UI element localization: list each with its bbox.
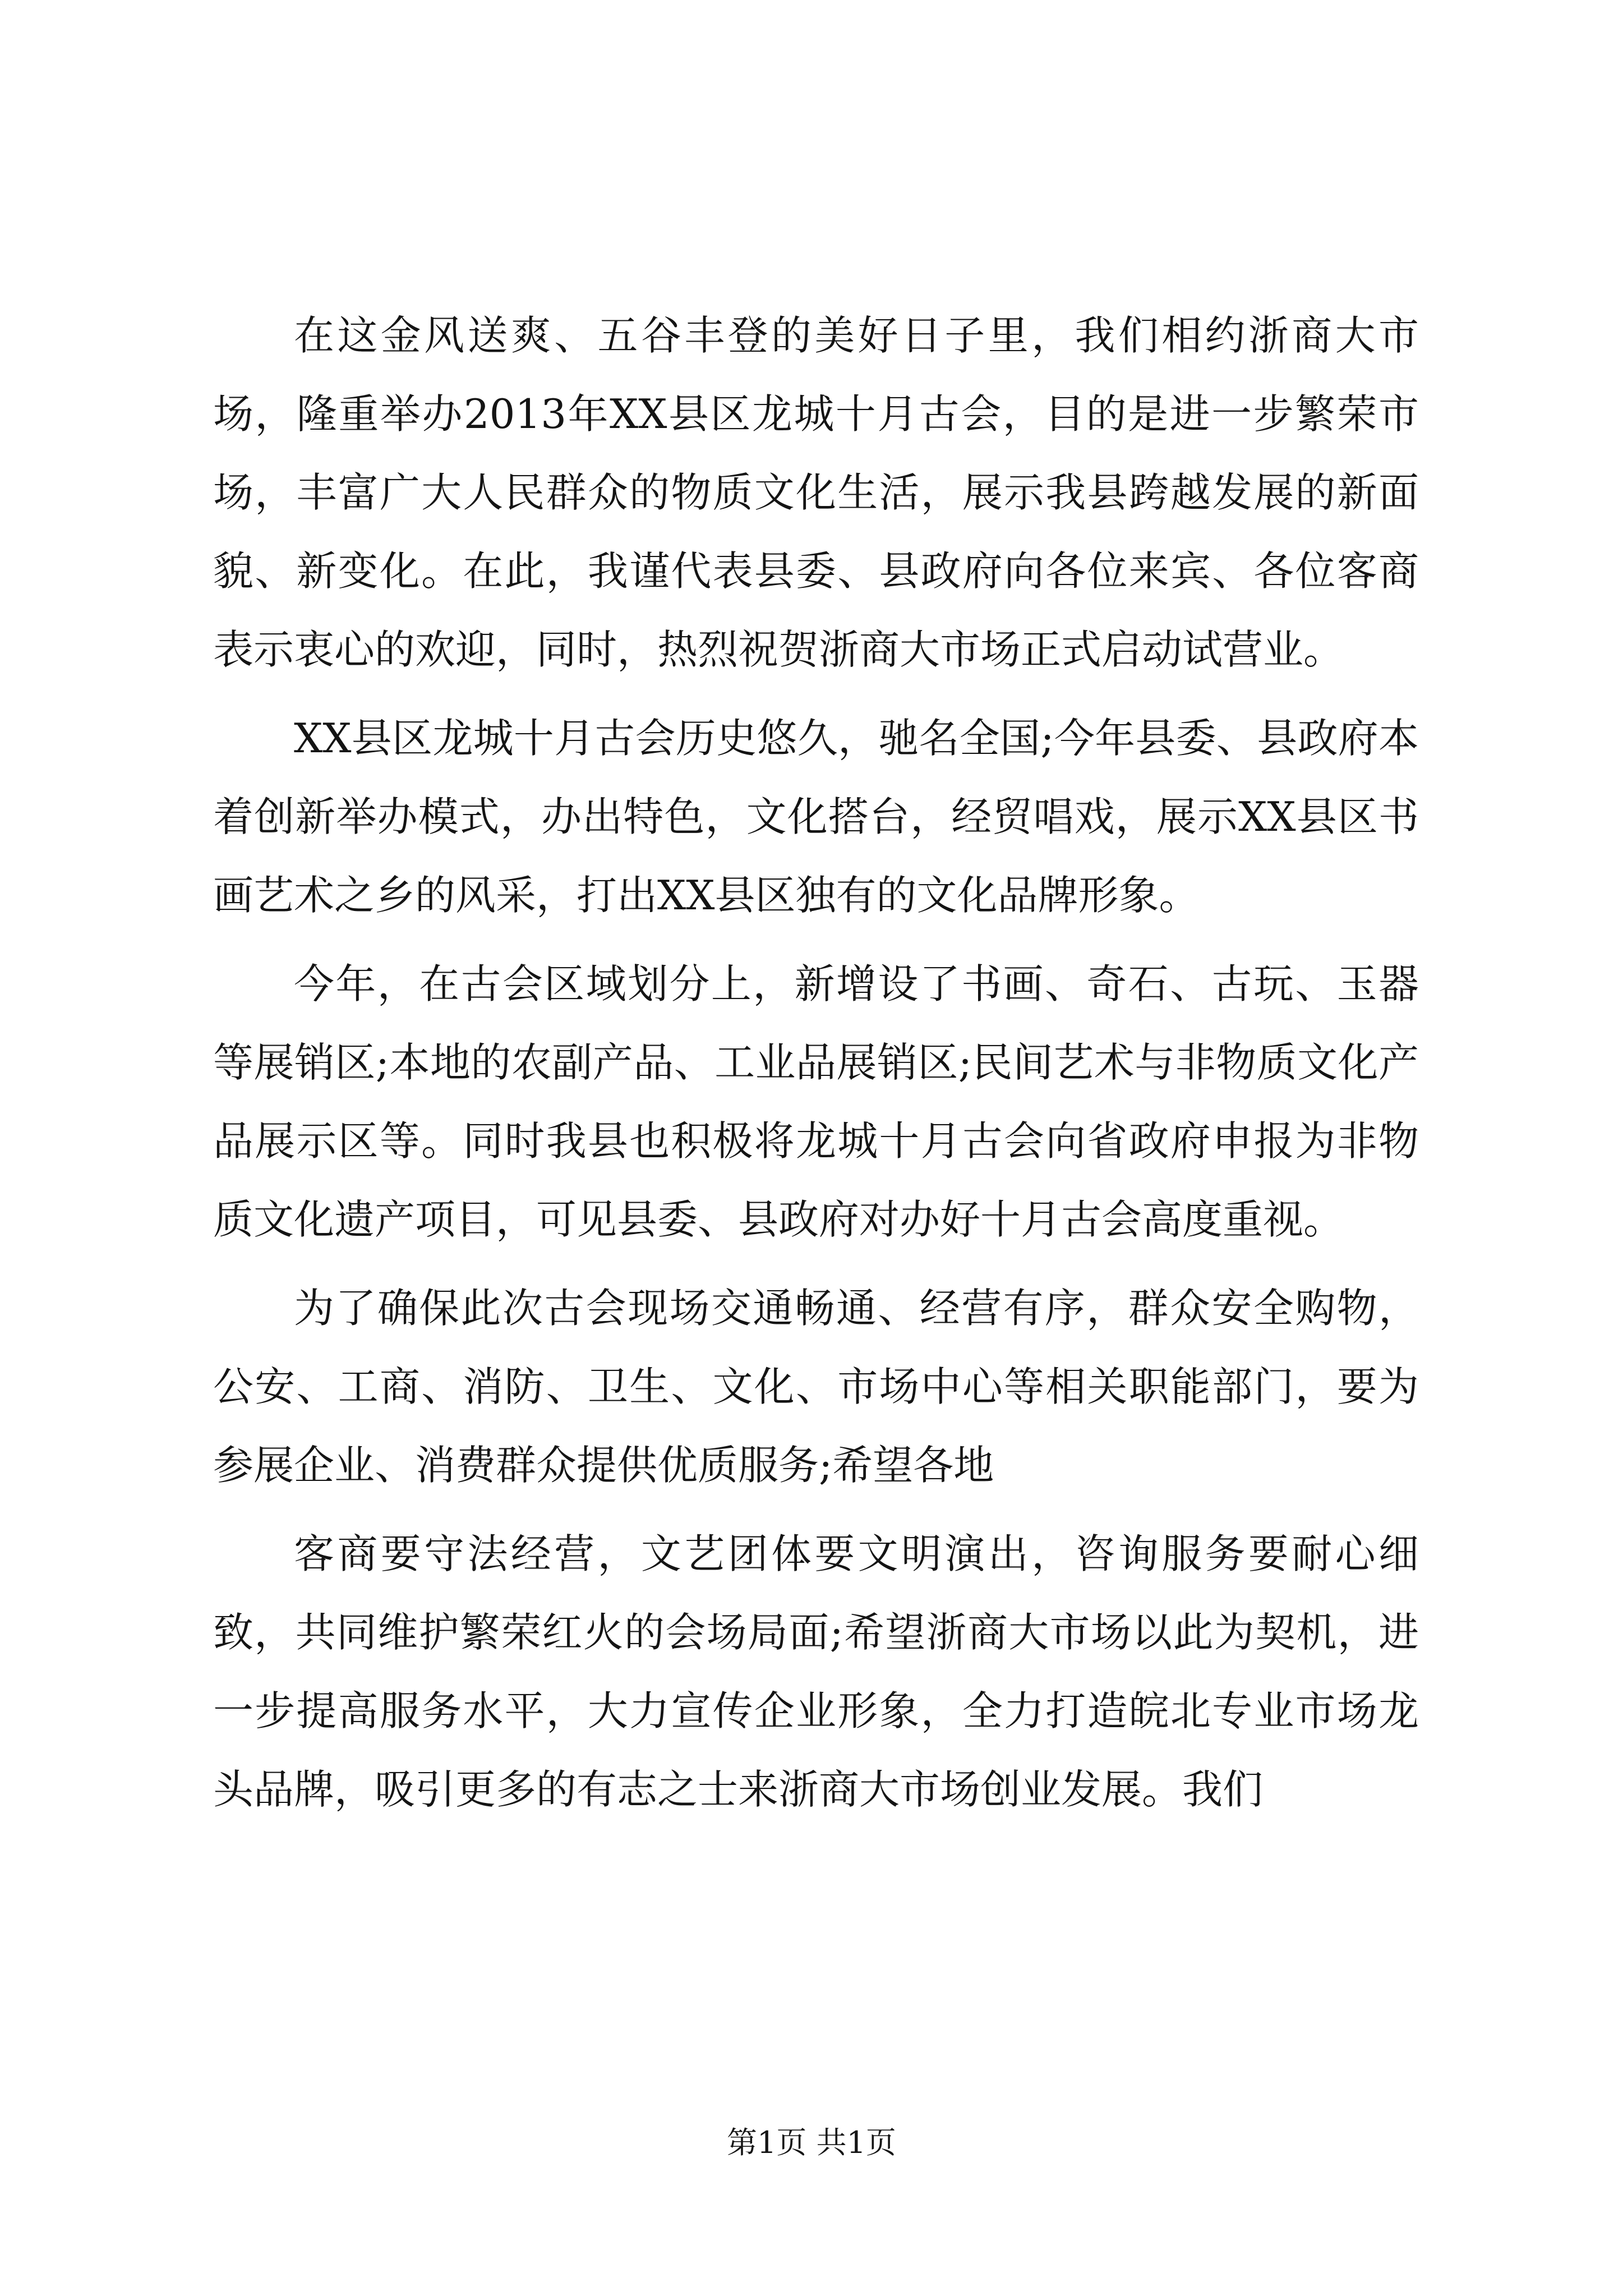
paragraph-1: 在这金风送爽、五谷丰登的美好日子里，我们相约浙商大市场，隆重举办2013年XX县区龙城十月古会，目的是进一步繁荣市场，丰富广大人民群众的物质文化生活，展示我县跨越发展的新面貌、新变化。在此，我谨代表县委、县政府向各位来宾、各位客商表示衷心的欢迎，同时，热烈祝贺浙商大市场正式启动试营业。	[213, 312, 1419, 673]
paragraph-3: 今年，在古会区域划分上，新增设了书画、奇石、古玩、玉器等展销区;本地的农副产品、工业品展销区;民间艺术与非物质文化产品展示区等。同时我县也积极将龙城十月古会向省政府申报为非物质文化遗产项目，可见县委、县政府对办好十月古会高度重视。	[213, 960, 1419, 1243]
page-number: 第1页 共1页	[727, 2125, 896, 2160]
paragraph-5: 客商要守法经营，文艺团体要文明演出，咨询服务要耐心细致，共同维护繁荣红火的会场局面;希望浙商大市场以此为契机，进一步提高服务水平，大力宣传企业形象，全力打造皖北专业市场龙头品牌，吸引更多的有志之士来浙商大市场创业发展。我们	[213, 1530, 1419, 1813]
paragraph-4: 为了确保此次古会现场交通畅通、经营有序，群众安全购物，公安、工商、消防、卫生、文化、市场中心等相关职能部门，要为参展企业、消费群众提供优质服务;希望各地	[213, 1285, 1419, 1489]
paragraph-2: XX县区龙城十月古会历史悠久，驰名全国;今年县委、县政府本着创新举办模式，办出特色，文化搭台，经贸唱戏，展示XX县区书画艺术之乡的风采，打出XX县区独有的文化品牌形象。	[213, 715, 1419, 919]
page-footer	[0, 2120, 1623, 2165]
document-body	[213, 296, 1419, 1839]
